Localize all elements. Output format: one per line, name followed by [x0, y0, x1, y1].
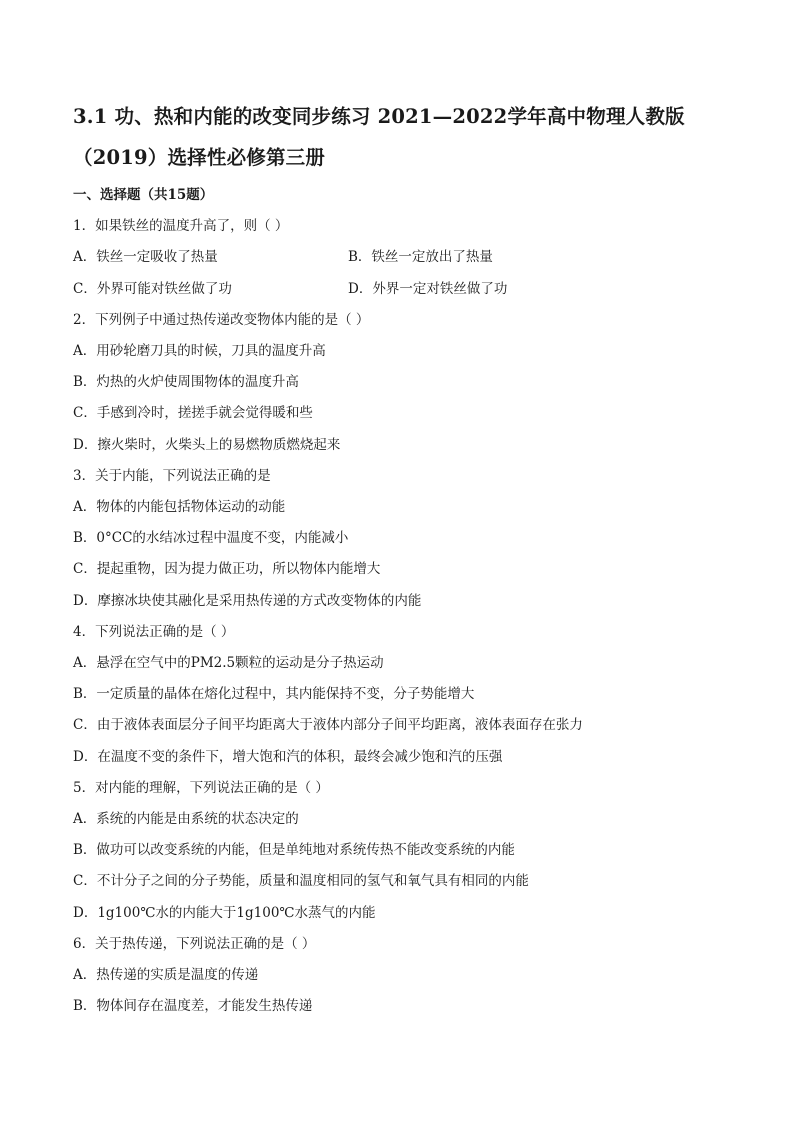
question-1-stem: 1．如果铁丝的温度升高了，则（ ） — [73, 218, 289, 234]
section-heading: 一、选择题（共15题） — [73, 187, 214, 203]
document-title-line-2: （2019）选择性必修第三册 — [73, 146, 326, 169]
question-2-stem: 2．下列例子中通过热传递改变物体内能的是（ ） — [73, 312, 370, 328]
question-1-option-b: B．铁丝一定放出了热量 — [348, 249, 493, 265]
question-5-stem: 5．对内能的理解，下列说法正确的是（ ） — [73, 780, 329, 796]
document-title-line-1: 3.1 功、热和内能的改变同步练习 2021—2022学年高中物理人教版 — [73, 105, 685, 128]
question-4-option-a: A．悬浮在空气中的PM2.5颗粒的运动是分子热运动 — [73, 655, 384, 671]
question-4-option-d: D．在温度不变的条件下，增大饱和汽的体积，最终会减少饱和汽的压强 — [73, 749, 503, 765]
question-3-option-c: C．提起重物，因为提力做正功，所以物体内能增大 — [73, 561, 381, 577]
question-5-option-b: B．做功可以改变系统的内能，但是单纯地对系统传热不能改变系统的内能 — [73, 842, 515, 858]
question-4-stem: 4．下列说法正确的是（ ） — [73, 624, 235, 640]
question-1-option-c: C．外界可能对铁丝做了功 — [73, 281, 232, 297]
question-1-option-d: D．外界一定对铁丝做了功 — [348, 281, 508, 297]
question-5-option-c: C．不计分子之间的分子势能，质量和温度相同的氢气和氧气具有相同的内能 — [73, 873, 529, 889]
question-5-option-a: A．系统的内能是由系统的状态决定的 — [73, 811, 299, 827]
question-2-option-c: C．手感到冷时，搓搓手就会觉得暖和些 — [73, 405, 313, 421]
question-3-stem: 3．关于内能，下列说法正确的是 — [73, 468, 271, 484]
question-2-option-a: A．用砂轮磨刀具的时候，刀具的温度升高 — [73, 343, 326, 359]
question-3-option-d: D．摩擦冰块使其融化是采用热传递的方式改变物体的内能 — [73, 593, 422, 609]
question-4-option-c: C．由于液体表面层分子间平均距离大于液体内部分子间平均距离，液体表面存在张力 — [73, 717, 583, 733]
question-3-option-a: A．物体的内能包括物体运动的动能 — [73, 499, 286, 515]
question-2-option-b: B．灼热的火炉使周围物体的温度升高 — [73, 374, 299, 390]
question-3-option-b: B．0°CC的水结冰过程中温度不变，内能减小 — [73, 530, 349, 546]
question-6-option-a: A．热传递的实质是温度的传递 — [73, 967, 259, 983]
question-2-option-d: D．擦火柴时，火柴头上的易燃物质燃烧起来 — [73, 437, 341, 453]
question-6-stem: 6．关于热传递，下列说法正确的是（ ） — [73, 936, 316, 952]
question-1-option-a: A．铁丝一定吸收了热量 — [73, 249, 218, 265]
question-4-option-b: B．一定质量的晶体在熔化过程中，其内能保持不变，分子势能增大 — [73, 686, 475, 702]
question-6-option-b: B．物体间存在温度差，才能发生热传递 — [73, 998, 313, 1014]
question-5-option-d: D．1g100℃水的内能大于1g100℃水蒸气的内能 — [73, 905, 376, 921]
